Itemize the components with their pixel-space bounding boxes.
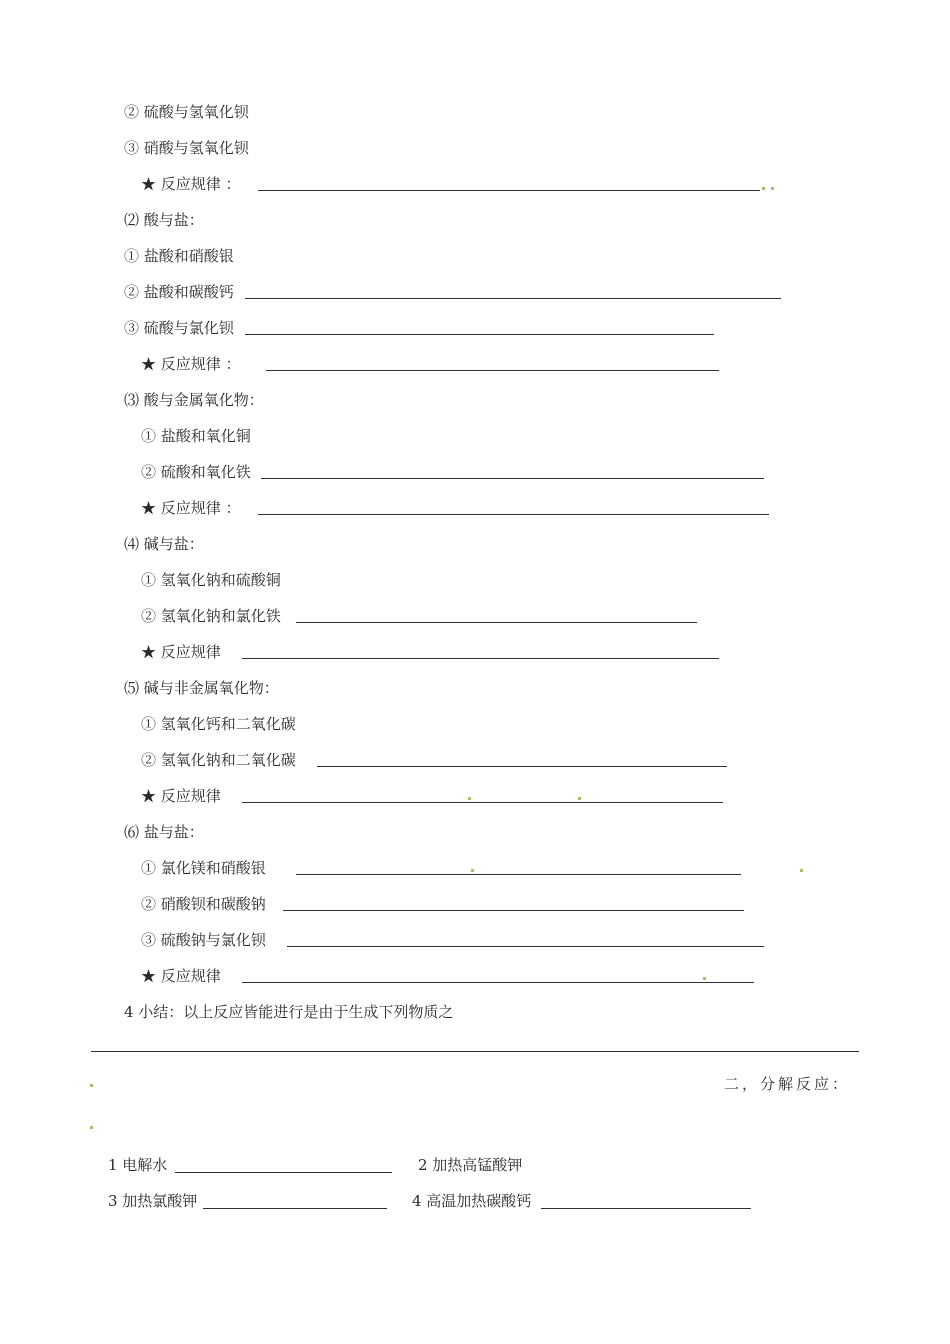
answer-blank[interactable] [242,658,719,659]
section-title-decomposition: 二，分解反应： [724,1075,851,1093]
answer-blank[interactable] [296,622,697,623]
dot-mark [90,1126,93,1129]
answer-blank[interactable] [317,766,727,767]
dot-mark [771,187,774,190]
answer-blank[interactable] [266,370,719,371]
dot-mark [471,869,474,872]
item-sulfuric-iron-oxide: ② 硫酸和氧化铁 [141,463,251,481]
answer-blank[interactable] [203,1208,387,1209]
heading-base-salt: ⑷ 碱与盐： [124,535,204,553]
rule-label-5: ★ 反应规律 [141,787,221,805]
item-hcl-copper-oxide: ① 盐酸和氧化铜 [141,427,251,445]
answer-blank[interactable] [541,1208,751,1209]
item-naoh-co2: ② 氢氧化钠和二氧化碳 [141,751,296,769]
rule-label-2: ★ 反应规律 ： [141,355,241,373]
answer-blank[interactable] [258,190,760,191]
item-heat-caco3: 4 高温加热碳酸钙 [412,1192,532,1210]
dot-mark [800,869,803,872]
rule-label-6: ★ 反应规律 [141,967,221,985]
item-sodium-sulfate-barium-chloride: ③ 硫酸钠与氯化钡 [141,931,266,949]
item-sulfuric-barium-chloride: ③ 硫酸与氯化钡 [124,319,234,337]
dot-mark [703,977,706,980]
answer-blank[interactable] [175,1172,392,1173]
answer-blank[interactable] [287,946,764,947]
answer-blank[interactable] [283,910,744,911]
item-barium-nitrate-sodium-carbonate: ② 硝酸钡和碳酸钠 [141,895,266,913]
item-electrolysis-water: 1 电解水 [108,1156,168,1174]
summary-answer-line[interactable] [91,1051,859,1052]
item-caoh2-co2: ① 氢氧化钙和二氧化碳 [141,715,296,733]
item-naoh-copper-sulfate: ① 氢氧化钠和硫酸铜 [141,571,281,589]
heading-salt-salt: ⑹ 盐与盐： [124,823,204,841]
summary-line: 4 小结：以上反应皆能进行是由于生成下列物质之 [124,1003,454,1021]
item-naoh-iron-chloride: ② 氢氧化钠和氯化铁 [141,607,281,625]
answer-blank[interactable] [258,514,769,515]
item-hcl-calcium-carbonate: ② 盐酸和碳酸钙 [124,283,234,301]
answer-blank[interactable] [245,298,781,299]
dot-mark [762,187,765,190]
answer-blank[interactable] [242,802,723,803]
item-heat-kmno4: 2 加热高锰酸钾 [418,1156,523,1174]
item-heat-kclo3: 3 加热氯酸钾 [108,1192,198,1210]
answer-blank[interactable] [296,874,741,875]
answer-blank[interactable] [242,982,754,983]
dot-mark [468,797,471,800]
dot-mark [90,1084,93,1087]
heading-acid-metal-oxide: ⑶ 酸与金属氧化物： [124,391,264,409]
dot-mark [578,797,581,800]
rule-label-1: ★ 反应规律 ： [141,175,241,193]
item-nitric-barium-hydroxide: ③ 硝酸与氢氧化钡 [124,139,249,157]
item-sulfuric-barium-hydroxide: ② 硫酸与氢氧化钡 [124,103,249,121]
rule-label-4: ★ 反应规律 [141,643,221,661]
item-mgcl2-silver-nitrate: ① 氯化镁和硝酸银 [141,859,266,877]
item-hcl-silver-nitrate: ① 盐酸和硝酸银 [124,247,234,265]
answer-blank[interactable] [261,478,764,479]
answer-blank[interactable] [245,334,714,335]
heading-acid-salt: ⑵ 酸与盐： [124,211,204,229]
rule-label-3: ★ 反应规律 ： [141,499,241,517]
heading-base-nonmetal-oxide: ⑸ 碱与非金属氧化物： [124,679,279,697]
